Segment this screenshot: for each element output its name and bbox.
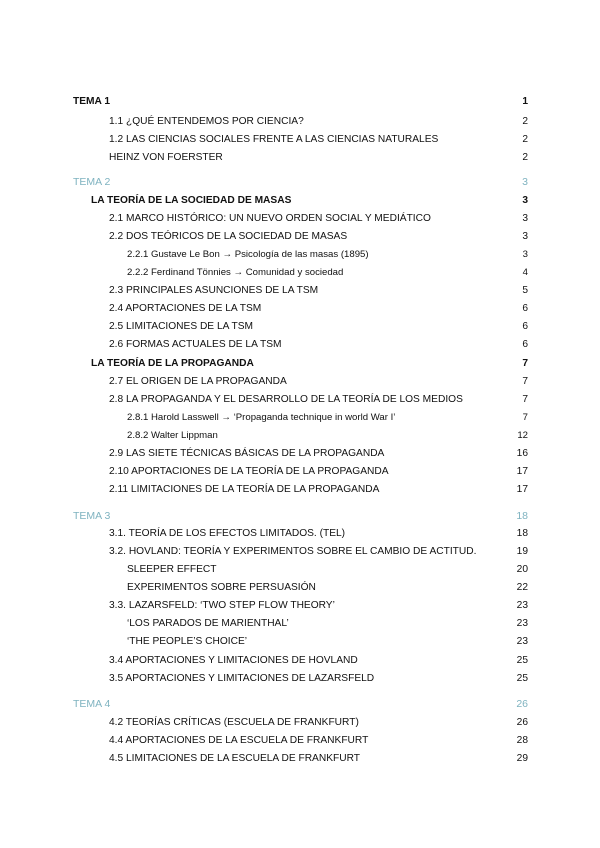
toc-entry[interactable]: 1.2 LAS CIENCIAS SOCIALES FRENTE A LAS CIENCIAS NATURALES 2 [109, 134, 528, 145]
toc-subentry[interactable]: 2.8.1 Harold Lasswell → ‘Propaganda technique in world War I’ 7 [127, 412, 528, 423]
toc-entry[interactable]: 2.9 LAS SIETE TÉCNICAS BÁSICAS DE LA PROPAGANDA 16 [109, 448, 528, 459]
toc-entry[interactable]: 2.4 APORTACIONES DE LA TSM 6 [109, 303, 528, 314]
toc-entry[interactable]: 3.1. TEORÍA DE LOS EFECTOS LIMITADOS. (TEL) 18 [109, 528, 528, 539]
toc-entry[interactable]: 2.8 LA PROPAGANDA Y EL DESARROLLO DE LA TEORÍA DE LOS MEDIOS 7 [109, 394, 528, 405]
toc-entry[interactable]: 2.11 LIMITACIONES DE LA TEORÍA DE LA PROPAGANDA 17 [109, 484, 528, 495]
toc-entry[interactable]: 2.10 APORTACIONES DE LA TEORÍA DE LA PROPAGANDA 17 [109, 466, 528, 477]
toc-tema-4[interactable]: TEMA 4 26 [73, 698, 528, 710]
toc-tema-3[interactable]: TEMA 3 18 [73, 510, 528, 522]
toc-entry[interactable]: 2.3 PRINCIPALES ASUNCIONES DE LA TSM 5 [109, 285, 528, 296]
toc-entry[interactable]: 1.1 ¿QUÉ ENTENDEMOS POR CIENCIA? 2 [109, 116, 528, 127]
toc-entry[interactable]: 2.2 DOS TEÓRICOS DE LA SOCIEDAD DE MASAS 3 [109, 231, 528, 242]
toc-section-heading[interactable]: LA TEORÍA DE LA PROPAGANDA 7 [91, 358, 528, 369]
toc-tema-1[interactable]: TEMA 1 1 [73, 96, 528, 107]
toc-entry[interactable]: 4.5 LIMITACIONES DE LA ESCUELA DE FRANKFURT 29 [109, 753, 528, 764]
toc-subentry[interactable]: EXPERIMENTOS SOBRE PERSUASIÓN 22 [127, 582, 528, 593]
toc-entry[interactable]: 3.5 APORTACIONES Y LIMITACIONES DE LAZARSFELD 25 [109, 673, 528, 684]
toc-entry[interactable]: 2.6 FORMAS ACTUALES DE LA TSM 6 [109, 339, 528, 350]
toc-entry[interactable]: 2.7 EL ORIGEN DE LA PROPAGANDA 7 [109, 376, 528, 387]
toc-subentry[interactable]: 2.8.2 Walter Lippman 12 [127, 430, 528, 441]
toc-entry[interactable]: 3.3. LAZARSFELD: ‘TWO STEP FLOW THEORY’ 23 [109, 600, 528, 611]
toc-subentry[interactable]: SLEEPER EFFECT 20 [127, 564, 528, 575]
toc-subentry[interactable]: ‘LOS PARADOS DE MARIENTHAL’ 23 [127, 618, 528, 629]
toc-section-heading[interactable]: LA TEORÍA DE LA SOCIEDAD DE MASAS 3 [91, 195, 528, 206]
toc-entry[interactable]: 4.4 APORTACIONES DE LA ESCUELA DE FRANKFURT 28 [109, 735, 528, 746]
toc-entry[interactable]: 2.5 LIMITACIONES DE LA TSM 6 [109, 321, 528, 332]
toc-entry[interactable]: 2.1 MARCO HISTÓRICO: UN NUEVO ORDEN SOCIAL Y MEDIÁTICO 3 [109, 213, 528, 224]
toc-entry[interactable]: 4.2 TEORÍAS CRÍTICAS (ESCUELA DE FRANKFURT) 26 [109, 717, 528, 728]
toc-entry[interactable]: HEINZ VON FOERSTER 2 [109, 152, 528, 163]
toc-subentry[interactable]: 2.2.2 Ferdinand Tönnies → Comunidad y sociedad 4 [127, 267, 528, 278]
toc-entry[interactable]: 3.4 APORTACIONES Y LIMITACIONES DE HOVLAND 25 [109, 655, 528, 666]
toc-entry[interactable]: 3.2. HOVLAND: TEORÍA Y EXPERIMENTOS SOBRE EL CAMBIO DE ACTITUD. 19 [109, 546, 528, 557]
toc-tema-2[interactable]: TEMA 2 3 [73, 176, 528, 188]
toc-subentry[interactable]: ‘THE PEOPLE’S CHOICE’ 23 [127, 636, 528, 647]
toc-subentry[interactable]: 2.2.1 Gustave Le Bon → Psicología de las masas (1895) 3 [127, 249, 528, 260]
